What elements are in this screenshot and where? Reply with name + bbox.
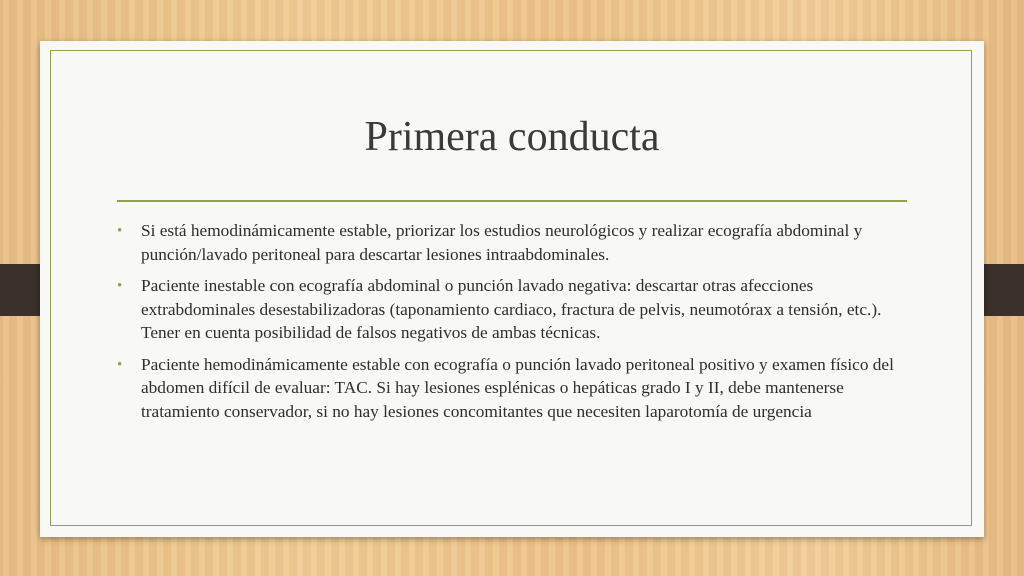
bullet-icon: •: [117, 356, 123, 373]
slide-title: Primera conducta: [364, 114, 660, 160]
slide-card: [40, 41, 984, 537]
bullet-list: [117, 219, 897, 431]
bullet-item: [117, 353, 897, 424]
title-divider: [117, 200, 907, 202]
bullet-icon: •: [117, 223, 123, 239]
bullet-item: [117, 219, 897, 266]
bullet-icon: •: [117, 278, 123, 294]
bullet-text: Si está hemodinámicamente estable, priorizar los estudios neurológicos y realizar ecografía abdominal y punción/lavado peritoneal para descartar lesiones intraabdominales.: [141, 221, 863, 264]
bullet-item: [117, 274, 897, 345]
bullet-text: Paciente inestable con ecografía abdominal o punción lavado negativa: descartar otras afecciones extrabdominales desestabilizadoras (taponamiento cardiaco, fractura de pelvis, neumotórax a tensión, etc.). Tener en cuenta posibilidad de falsos negativos de ambas técnicas.: [141, 276, 882, 342]
bullet-text: Paciente hemodinámicamente estable con ecografía o punción lavado peritoneal positivo y examen físico del abdomen difícil de evaluar: TAC. Si hay lesiones esplénicas o hepáticas grado I y II, debe mantenerse tratamiento conservador, si no hay lesiones concomitantes que necesiten laparotomía de urgencia: [141, 354, 894, 421]
